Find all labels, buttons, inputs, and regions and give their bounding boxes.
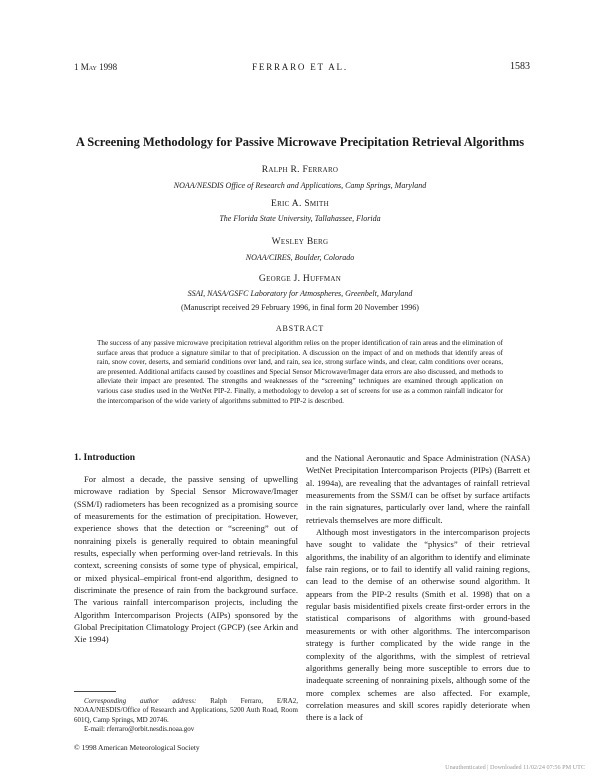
author-name: George J. Huffman — [258, 274, 342, 284]
body-paragraph: and the National Aeronautic and Space Administration (NASA) WetNet Precipitation Intercomparison Projects (PIPs) (Barrett et al. 1994a), are revealing that the advantages of rainfall retrieval measurements from the SSM/I can be offset by surface artifacts in the rain signatures, particularly over land, where the rainfall retrievals themselves are more difficult. — [306, 453, 530, 525]
header-running-authors: FERRARO ET AL. — [252, 62, 348, 72]
author-affiliation: NOAA/NESDIS Office of Research and Applications, Camp Springs, Maryland — [173, 181, 427, 190]
author-affiliation: NOAA/CIRES, Boulder, Colorado — [245, 253, 355, 262]
footnote-divider — [74, 691, 116, 692]
section-heading: 1. Introduction — [74, 453, 136, 463]
download-notice: Unauthenticated | Downloaded 11/02/24 07:56 PM UTC — [445, 764, 585, 771]
abstract-text: The success of any passive microwave precipitation retrieval algorithm relies on the proper identification of rain areas and the elimination of surface areas that produce a signature similar to that of precipitation. A discussion on the impact of and on methods that identify areas of rain, snow cover, deserts, and semiarid conditions over land, and rain, sea ice, strong surface winds, and clear, calm conditions over oceans, are presented. Additional artifacts caused by coastlines and Special Sensor Microwave/Imager data errors are also discussed, and methods to alleviate their impact are presented. The strengths and weaknesses of the “screening” techniques are examined through application on various case studies used in the WetNet PIP-2. Finally, a methodology to develop a set of screens for use as a common rainfall indicator for the intercomparison of the wide variety of algorithms submitted to PIP-2 is described. — [97, 339, 503, 405]
copyright-notice: © 1998 American Meteorological Society — [74, 743, 200, 752]
footnote — [74, 697, 298, 734]
footnote-label: Corresponding author address: — [84, 697, 197, 705]
header-date: 1 May 1998 — [74, 62, 118, 72]
body-paragraph: For almost a decade, the passive sensing of upwelling microwave radiation by Special Sensor Microwave/Imager (SSM/I) radiometers has been recognized as a promising source of measurements for the estimation of precipitation. However, experience shows that the detection or “screening” out of nonraining pixels is generally required to obtain meaningful results, especially when performing over-land retrievals. In this context, screening consists of some type of physical, empirical, or mixed physical–empirical front-end algorithm, designed to discriminate the presence of rain from the background surface. The various rainfall intercomparison projects, including the Algorithm Intercomparison Projects (AIPs) sponsored by the Global Precipitation Climatology Project (GPCP) (see Arkin and Xie 1994) — [74, 474, 298, 645]
paper-title: A Screening Methodology for Passive Microwave Precipitation Retrieval Algorithms — [75, 135, 525, 149]
author-name: Eric A. Smith — [270, 199, 329, 209]
manuscript-dates: (Manuscript received 29 February 1996, in final form 20 November 1996) — [181, 303, 419, 312]
left-column — [74, 452, 298, 646]
abstract-heading: ABSTRACT — [275, 324, 325, 333]
author-name: Wesley Berg — [271, 237, 329, 247]
footnote-address: Ralph Ferraro, E/RA2, NOAA/NESDIS/Office of Research and Applications, 5200 Auth Road, Room 601Q, Camp Springs, MD 20746. — [74, 697, 299, 724]
author-affiliation: The Florida State University, Tallahassee, Florida — [219, 214, 381, 223]
body-paragraph: Although most investigators in the intercomparison projects have sought to validate the “physics” of their retrieval algorithms, the inability of an algorithm to identify and eliminate false rain regions, or to fail to identify all valid raining regions, can lead to the demise of an otherwise sound algorithm. It appears from the PIP-2 results (Smith et al. 1998) that on a regular basis misidentified pixels create first-order errors in the statistical comparisons of algorithms with ground-based measurements or with other algorithms. The intercomparison strategy is further complicated by the wide range in the complexity of the algorithms, with the simplest of retrieval algorithms generally being more susceptible to errors due to inadequate screening of nonraining pixels, although some of the more complex schemes are also affected. For example, correlation measures and skill scores rapidly deteriorate when there is a lack of — [306, 527, 530, 723]
footnote-email: E-mail: rferraro@orbit.nesdis.noaa.gov — [84, 724, 195, 733]
right-column — [306, 452, 530, 724]
author-affiliation: SSAI, NASA/GSFC Laboratory for Atmospheres, Greenbelt, Maryland — [187, 289, 413, 298]
author-name: Ralph R. Ferraro — [261, 165, 339, 175]
header-page-number: 1583 — [510, 61, 530, 72]
